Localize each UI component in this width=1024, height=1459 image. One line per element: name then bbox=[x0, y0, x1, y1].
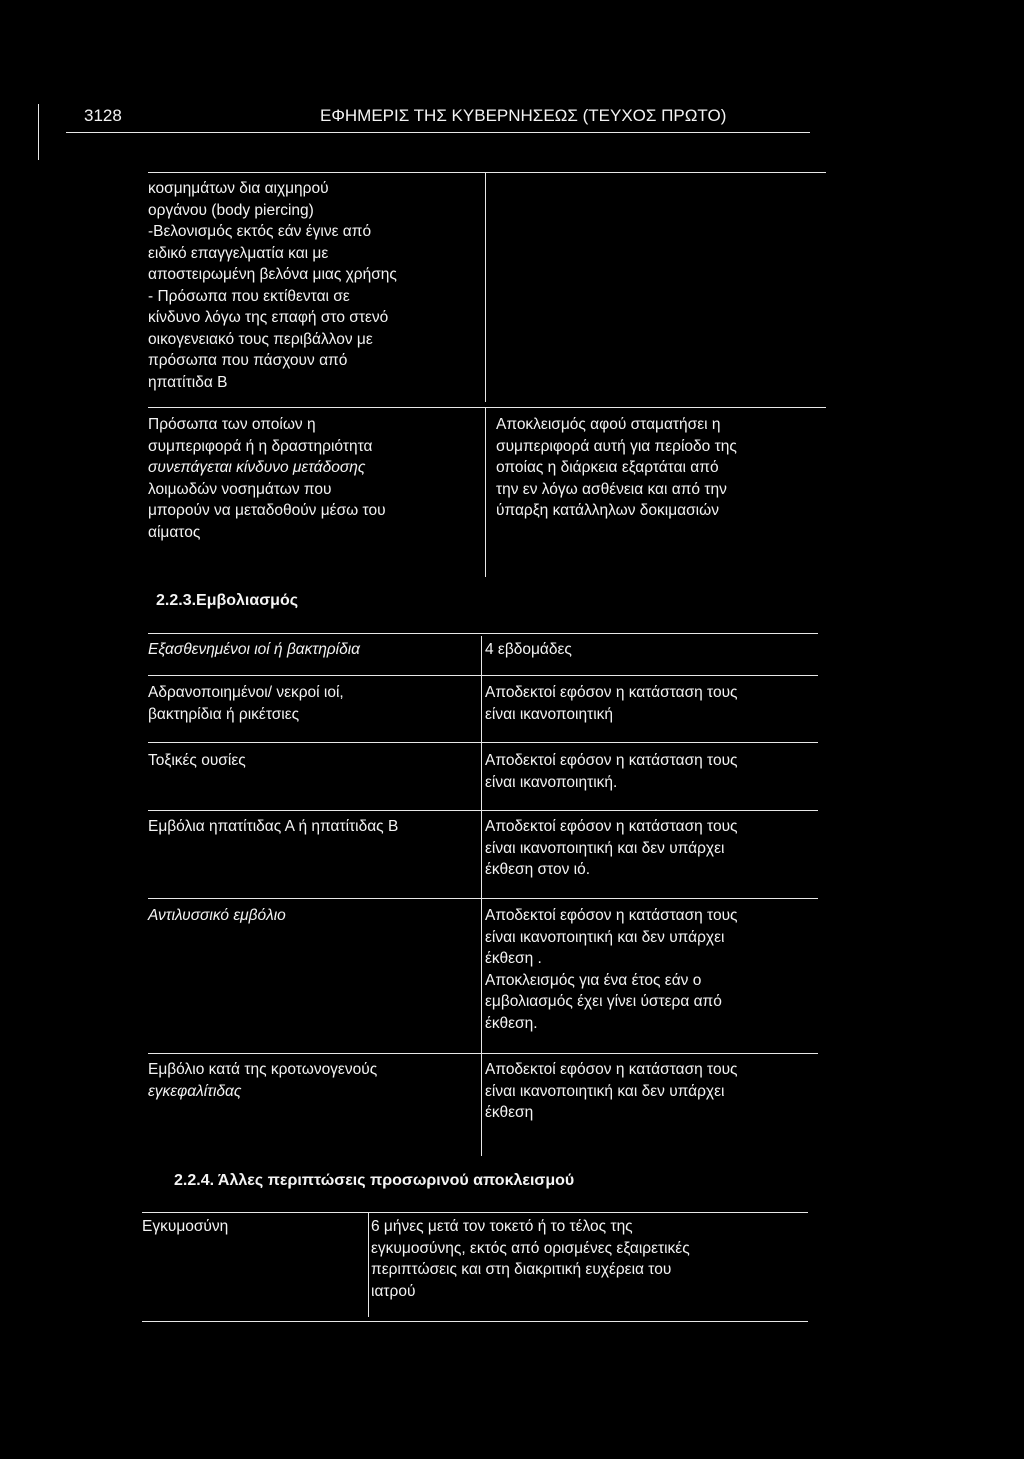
page-header-title: ΕΦΗΜΕΡΙΣ ΤΗΣ ΚΥΒΕΡΝΗΣΕΩΣ (ΤΕΥΧΟΣ ΠΡΩΤΟ) bbox=[320, 106, 727, 125]
text-line: Εγκυμοσύνη bbox=[142, 1218, 229, 1235]
text-line: οποίας η διάρκεια εξαρτάται από bbox=[496, 459, 719, 476]
text-line: αίματος bbox=[148, 523, 201, 541]
text-line bbox=[148, 816, 398, 838]
text-line: ειδικό επαγγελματία και με bbox=[148, 244, 329, 262]
text-line: εγκυμοσύνης, εκτός από ορισμένες εξαιρετικές bbox=[371, 1239, 690, 1257]
text-line: έκθεση . bbox=[485, 950, 542, 967]
text-line: συνεπάγεται κίνδυνο μετάδοσης bbox=[148, 459, 366, 476]
text-line: κίνδυνο λόγω της επαφή στο στενό bbox=[148, 309, 389, 326]
section-heading: 2.2.4. Άλλες περιπτώσεις προσωρινού αποκλεισμού bbox=[174, 1172, 575, 1189]
text-line: Αδρανοποιημένοι/ νεκροί ιοί, bbox=[148, 684, 344, 701]
table-cell-left bbox=[148, 750, 246, 772]
text-line: μπορούν να μεταδοθούν μέσω του bbox=[148, 502, 386, 519]
text-line: Τοξικές ουσίες bbox=[148, 752, 246, 769]
text-line: εμβολιασμός έχει γίνει ύστερα από bbox=[485, 993, 722, 1010]
table-rule bbox=[148, 633, 818, 634]
table-cell-right bbox=[485, 1059, 738, 1124]
text-line: Αποδεκτοί εφόσον η κατάσταση τους bbox=[485, 1061, 738, 1078]
text-line: έκθεση. bbox=[485, 1014, 538, 1032]
text-line: βακτηρίδια ή ρικέτσιες bbox=[148, 705, 300, 723]
table-rule bbox=[142, 1212, 808, 1213]
text-line: Αποδεκτοί εφόσον η κατάσταση τους bbox=[485, 684, 738, 701]
table-rule bbox=[148, 898, 818, 899]
text-line: είναι ικανοποιητική. bbox=[485, 773, 618, 791]
table-cell-left bbox=[148, 178, 397, 393]
margin-rule bbox=[38, 104, 39, 160]
table-column-divider bbox=[481, 636, 482, 1156]
text-line: την εν λόγω ασθένεια και από την bbox=[496, 480, 727, 498]
table-cell-right bbox=[496, 414, 737, 522]
text-line: εγκεφαλίτιδας bbox=[148, 1082, 242, 1100]
text-line: είναι ικανοποιητική και δεν υπάρχει bbox=[485, 839, 725, 857]
table-column-divider bbox=[485, 407, 486, 577]
text-line: Εξασθενημένοι ιοί ή βακτηρίδια bbox=[148, 641, 361, 658]
table-cell-left bbox=[148, 414, 386, 543]
text-line: -Βελονισμός εκτός εάν έγινε από bbox=[148, 223, 372, 240]
table-cell-left bbox=[142, 1216, 228, 1238]
text-line: είναι ικανοποιητική bbox=[485, 705, 614, 723]
text-line: ύπαρξη κατάλληλων δοκιμασιών bbox=[496, 502, 719, 519]
header-rule bbox=[66, 132, 810, 133]
text-line: Αποδεκτοί εφόσον η κατάσταση τους bbox=[485, 818, 738, 835]
table-cell-left bbox=[148, 816, 398, 838]
text-line: Αντιλυσσικό εμβόλιο bbox=[148, 907, 286, 924]
table-cell-left bbox=[148, 905, 286, 927]
text-line: οικογενειακό τους περιβάλλον με bbox=[148, 330, 373, 348]
text-line: είναι ικανοποιητική και δεν υπάρχει bbox=[485, 1082, 725, 1100]
text-line: έκθεση στον ιό. bbox=[485, 861, 591, 878]
text-line: ηπατίτιδα Β bbox=[148, 373, 228, 391]
text-line: Εμβόλιο κατά της κροτωνογενούς bbox=[148, 1061, 378, 1078]
text-line: 6 μήνες μετά τον τοκετό ή το τέλος της bbox=[371, 1218, 633, 1235]
text-line: είναι ικανοποιητική και δεν υπάρχει bbox=[485, 928, 725, 946]
section-heading: 2.2.3.Εμβολιασμός bbox=[156, 592, 299, 609]
table-rule bbox=[148, 1053, 818, 1054]
text-line: αποστειρωμένη βελόνα μιας χρήσης bbox=[148, 266, 397, 283]
table-cell-right bbox=[485, 816, 738, 881]
text-line: ιατρού bbox=[371, 1282, 416, 1300]
text-line: κοσμημάτων δια αιχμηρού bbox=[148, 180, 329, 197]
text-line: - Πρόσωπα που εκτίθενται σε bbox=[148, 287, 350, 305]
text-line: περιπτώσεις και στη διακριτική ευχέρεια του bbox=[371, 1261, 672, 1278]
table-rule bbox=[148, 172, 826, 173]
text-line: έκθεση bbox=[485, 1104, 534, 1121]
text-line: Αποδεκτοί εφόσον η κατάσταση τους bbox=[485, 907, 738, 924]
text-line: Αποδεκτοί εφόσον η κατάσταση τους bbox=[485, 752, 738, 769]
table-cell-right bbox=[485, 682, 738, 725]
text-line: πρόσωπα που πάσχουν από bbox=[148, 352, 348, 369]
page-number: 3128 bbox=[84, 106, 122, 125]
text-line: οργάνου (body piercing) bbox=[148, 201, 314, 219]
table-rule bbox=[142, 1321, 808, 1322]
table-cell-right bbox=[485, 750, 738, 793]
table-cell-right bbox=[371, 1216, 690, 1302]
text-line: Πρόσωπα των οποίων η bbox=[148, 416, 316, 433]
table-rule bbox=[148, 407, 826, 408]
text-line: Αποκλεισμός αφού σταματήσει η bbox=[496, 416, 721, 433]
table-rule bbox=[148, 675, 818, 676]
table-cell-right bbox=[485, 639, 572, 661]
text-line: συμπεριφορά ή η δραστηριότητα bbox=[148, 437, 373, 455]
text-line: λοιμωδών νοσημάτων που bbox=[148, 480, 332, 498]
table-column-divider bbox=[485, 172, 486, 402]
table-cell-left bbox=[148, 639, 360, 661]
table-column-divider bbox=[368, 1212, 369, 1317]
table-rule bbox=[148, 810, 818, 811]
table-cell-right bbox=[485, 905, 738, 1034]
table-cell-left bbox=[148, 1059, 377, 1102]
text-line: συμπεριφορά αυτή για περίοδο της bbox=[496, 437, 737, 455]
table-rule bbox=[148, 742, 818, 743]
text-line: 4 εβδομάδες bbox=[485, 641, 572, 658]
text-line: Αποκλεισμός για ένα έτος εάν ο bbox=[485, 971, 702, 989]
text-fragment: Εμβόλια ηπατίτιδας Α ή ηπατίτιδας Β bbox=[148, 818, 399, 835]
table-cell-left bbox=[148, 682, 344, 725]
